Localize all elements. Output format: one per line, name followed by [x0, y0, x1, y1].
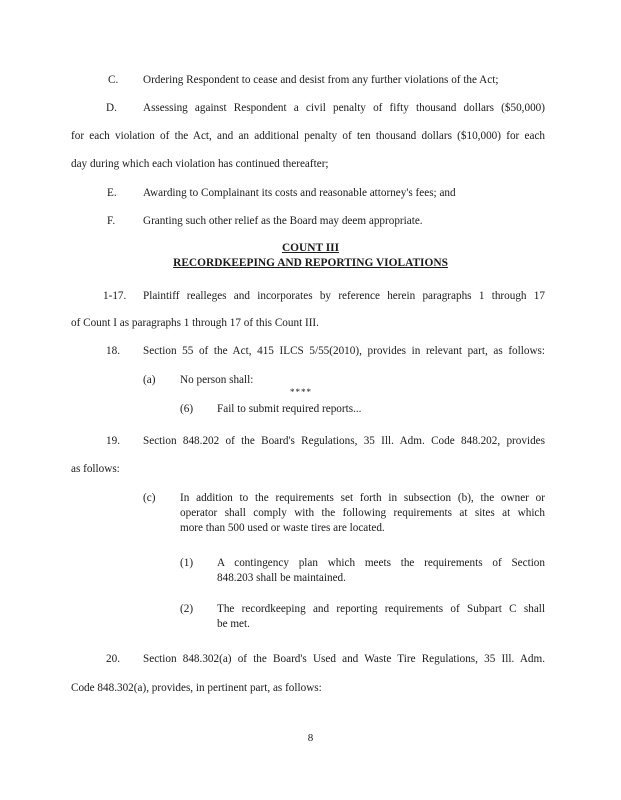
quote-2-line1: The recordkeeping and reporting requirements of Subpart C shall [217, 603, 545, 615]
para-1-17-number: 1-17. [103, 290, 127, 302]
quote-c-line3: more than 500 used or waste tires are located. [180, 522, 385, 534]
para-18-number: 18. [106, 345, 120, 357]
quote-2-label: (2) [180, 603, 194, 615]
quote-1-line2: 848.203 shall be maintained. [217, 572, 346, 584]
para-19-line1: Section 848.202 of the Board's Regulations, 35 Ill. Adm. Code 848.202, provides [143, 435, 545, 447]
quote-6-text: Fail to submit required reports... [217, 403, 362, 415]
para-20-number: 20. [106, 653, 120, 665]
quote-a-text: No person shall: [180, 374, 254, 386]
count-heading: COUNT III [281, 242, 340, 254]
prayer-e-label: E. [107, 187, 117, 199]
para-19-number: 19. [106, 435, 120, 447]
ellipsis-asterisks: **** [290, 387, 312, 397]
prayer-f-text: Granting such other relief as the Board may deem appropriate. [143, 215, 423, 227]
para-18-text: Section 55 of the Act, 415 ILCS 5/55(2010), provides in relevant part, as follows: [143, 345, 545, 357]
quote-6-label: (6) [180, 403, 194, 415]
prayer-d-line1: Assessing against Respondent a civil penalty of fifty thousand dollars ($50,000) [143, 102, 545, 114]
para-20-line2: Code 848.302(a), provides, in pertinent part, as follows: [71, 682, 322, 694]
quote-c-label: (c) [143, 492, 156, 504]
quote-2-line2: be met. [217, 618, 250, 630]
count-subheading: RECORDKEEPING AND REPORTING VIOLATIONS [173, 257, 448, 269]
prayer-d-line2: for each violation of the Act, and an additional penalty of ten thousand dollars ($10,000) for each [71, 130, 545, 142]
prayer-f-label: F. [107, 215, 116, 227]
quote-c-line2: operator shall comply with the following requirements at sites at which [180, 507, 545, 519]
prayer-c-label: C. [108, 74, 119, 86]
page-number: 8 [307, 732, 314, 744]
para-1-17-line2: of Count I as paragraphs 1 through 17 of this Count III. [71, 317, 319, 329]
quote-1-label: (1) [180, 557, 194, 569]
para-19-line2: as follows: [71, 463, 120, 475]
para-1-17-line1: Plaintiff realleges and incorporates by reference herein paragraphs 1 through 17 [143, 290, 545, 302]
prayer-c-text: Ordering Respondent to cease and desist from any further violations of the Act; [143, 74, 499, 86]
prayer-e-text: Awarding to Complainant its costs and reasonable attorney's fees; and [143, 187, 456, 199]
quote-1-line1: A contingency plan which meets the requirements of Section [217, 557, 545, 569]
para-20-line1: Section 848.302(a) of the Board's Used and Waste Tire Regulations, 35 Ill. Adm. [143, 653, 545, 665]
prayer-d-line3: day during which each violation has continued thereafter; [71, 158, 329, 170]
prayer-d-label: D. [106, 102, 117, 114]
quote-a-label: (a) [143, 374, 156, 386]
quote-c-line1: In addition to the requirements set forth in subsection (b), the owner or [180, 492, 545, 504]
